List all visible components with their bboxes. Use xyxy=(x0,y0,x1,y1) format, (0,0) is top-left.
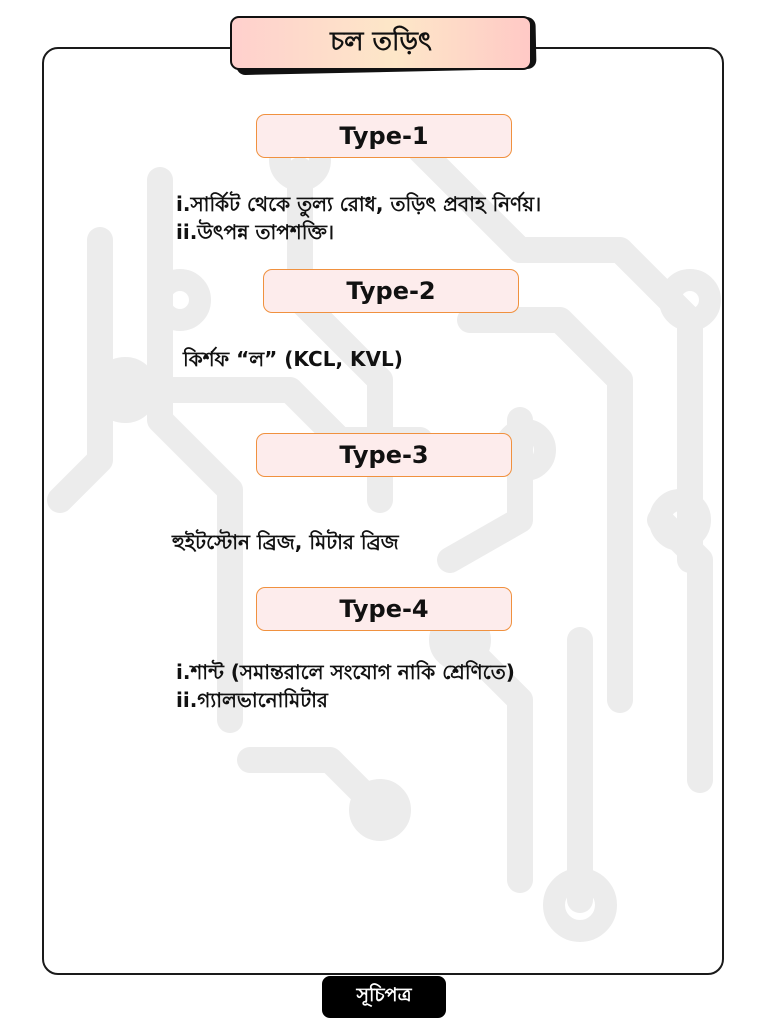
type-4-line-2: ii.গ্যালভানোমিটার xyxy=(176,688,328,712)
type-1-line-1: i.সার্কিট থেকে তুল্য রোধ, তড়িৎ প্রবাহ নির্ণয়। xyxy=(176,192,542,216)
type-2-line-1: কির্শফ “ল” (KCL, KVL) xyxy=(183,347,403,371)
type-3-line-1: হুইটস্টোন ব্রিজ, মিটার ব্রিজ xyxy=(172,530,399,554)
table-of-contents-button[interactable]: সূচিপত্র xyxy=(322,976,446,1018)
type-4-line-1: i.শান্ট (সমান্তরালে সংযোগ নাকি শ্রেণিতে) xyxy=(176,660,515,684)
title-banner xyxy=(230,16,538,76)
type-1-badge: Type-1 xyxy=(256,114,512,158)
type-3-badge: Type-3 xyxy=(256,433,512,477)
type-1-line-2: ii.উৎপন্ন তাপশক্তি। xyxy=(176,220,335,244)
type-4-badge: Type-4 xyxy=(256,587,512,631)
page-title: চল তড়িৎ xyxy=(230,16,532,70)
type-2-badge: Type-2 xyxy=(263,269,519,313)
